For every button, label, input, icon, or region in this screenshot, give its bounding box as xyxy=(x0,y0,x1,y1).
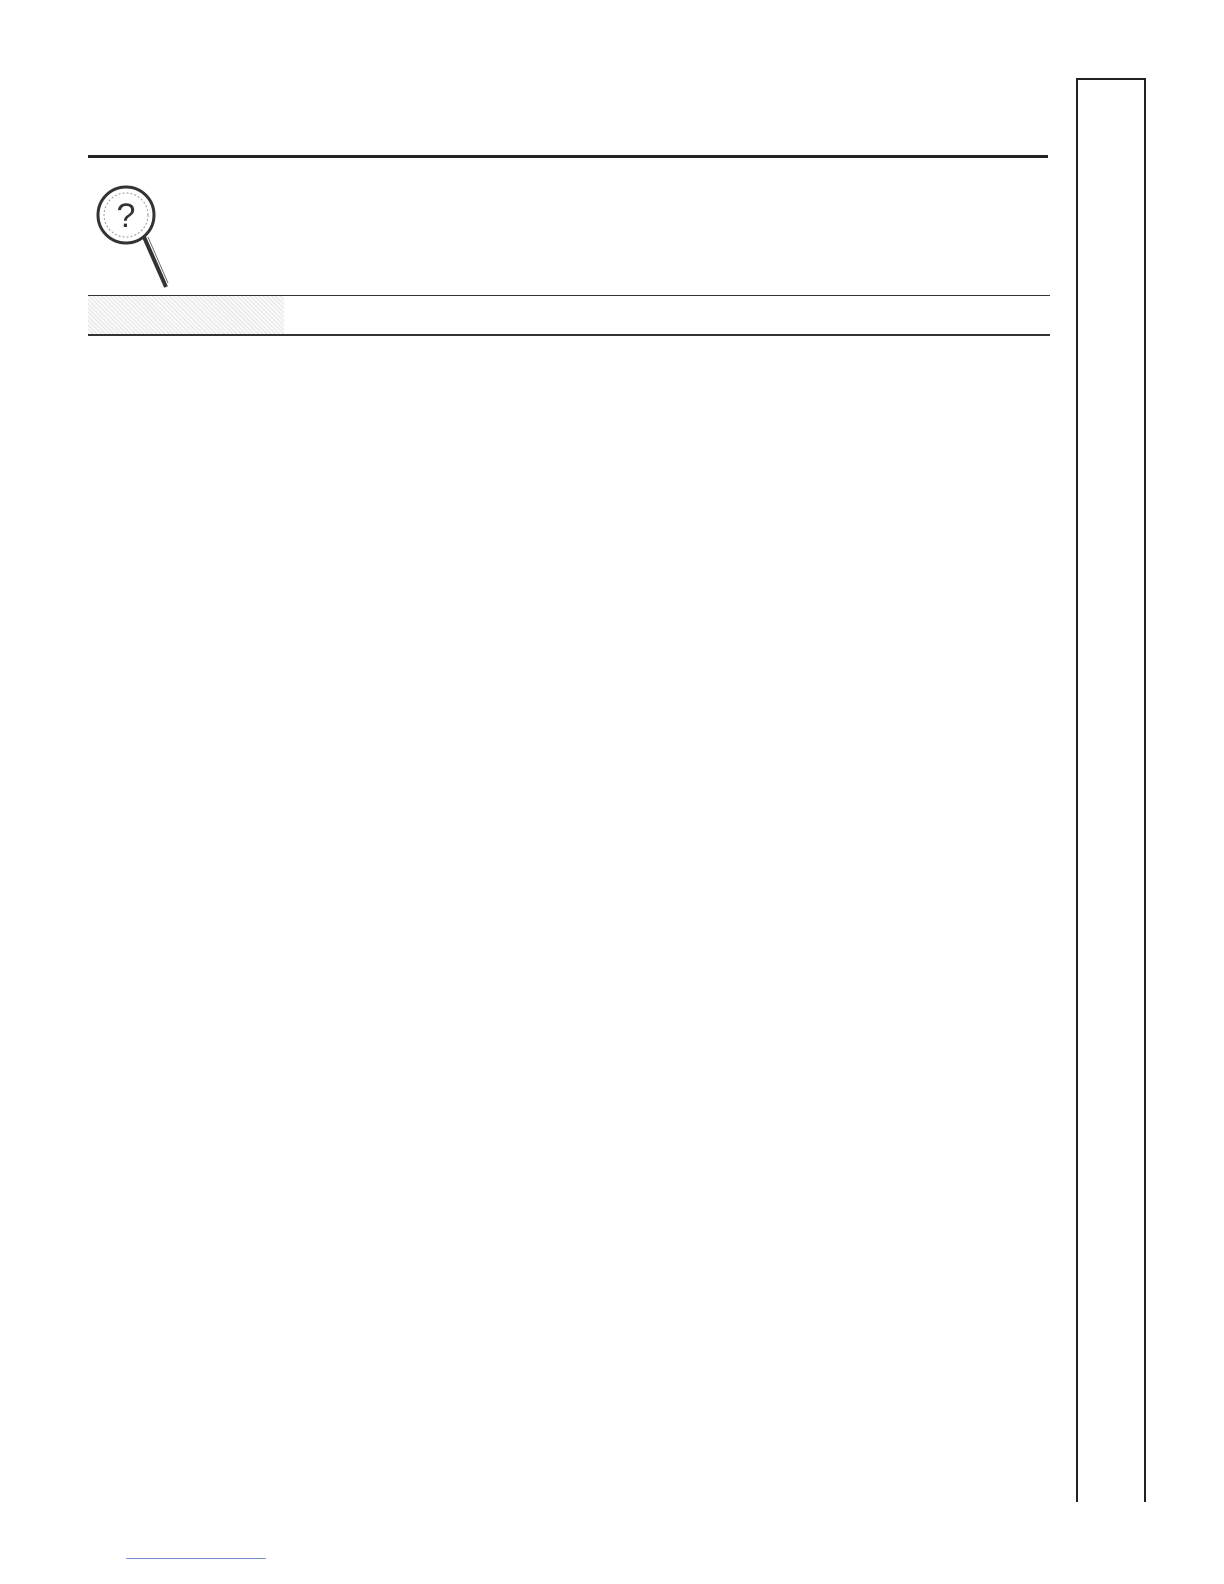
question-magnifier-icon xyxy=(88,183,170,293)
header-shading xyxy=(88,296,284,334)
troubleshooting-table xyxy=(88,295,1050,336)
svg-text:?: ? xyxy=(116,197,136,235)
table-header xyxy=(88,295,1050,336)
footer-rule xyxy=(126,1558,266,1559)
title-rule xyxy=(88,155,1048,158)
section-sidebar xyxy=(1076,78,1146,1502)
